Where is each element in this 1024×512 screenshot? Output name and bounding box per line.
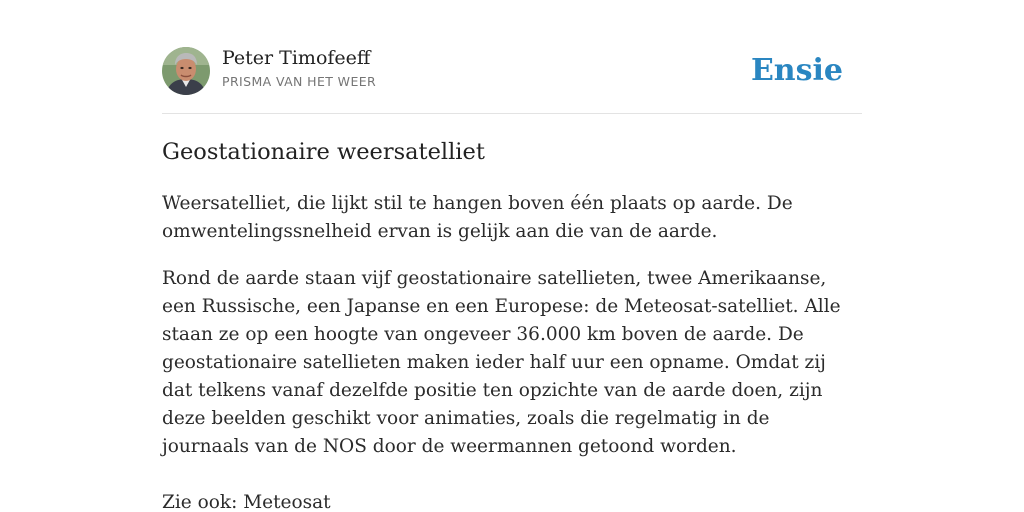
article-paragraph-2: Rond de aarde staan vijf geostationaire satellieten, twee Amerikaanse, een Russische, een Japanse en een Europese: de Meteosat-satelliet. Alle staan ze op een hoogte van ongeveer 36.000 km boven de aarde. De geostationaire satellieten maken ieder half uur een opname. Omdat zij dat telkens vanaf dezelfde positie ten opzichte van de aarde doen, zijn deze beelden geschikt voor animaties, zoals die regelmatig in de journaals van de NOS door de weermannen getoond worden. bbox=[162, 268, 841, 457]
see-also-link[interactable]: Meteosat bbox=[243, 492, 331, 512]
author-avatar[interactable] bbox=[162, 47, 210, 95]
author-name[interactable]: Peter Timofeeff bbox=[222, 47, 371, 69]
brand-logo[interactable]: Ensie bbox=[750, 53, 843, 88]
author-photo bbox=[162, 47, 210, 95]
author-header bbox=[162, 46, 862, 96]
article-paragraph-1: Weersatelliet, die lijkt stil te hangen boven één plaats op aarde. De omwentelingssnelheid ervan is gelijk aan die van de aarde. bbox=[162, 193, 793, 242]
author-source[interactable]: PRISMA VAN HET WEER bbox=[222, 74, 377, 89]
header-divider bbox=[162, 113, 862, 114]
see-also bbox=[162, 489, 331, 512]
article-title: Geostationaire weersatelliet bbox=[162, 139, 485, 165]
see-also-label: Zie ook: bbox=[162, 492, 238, 512]
